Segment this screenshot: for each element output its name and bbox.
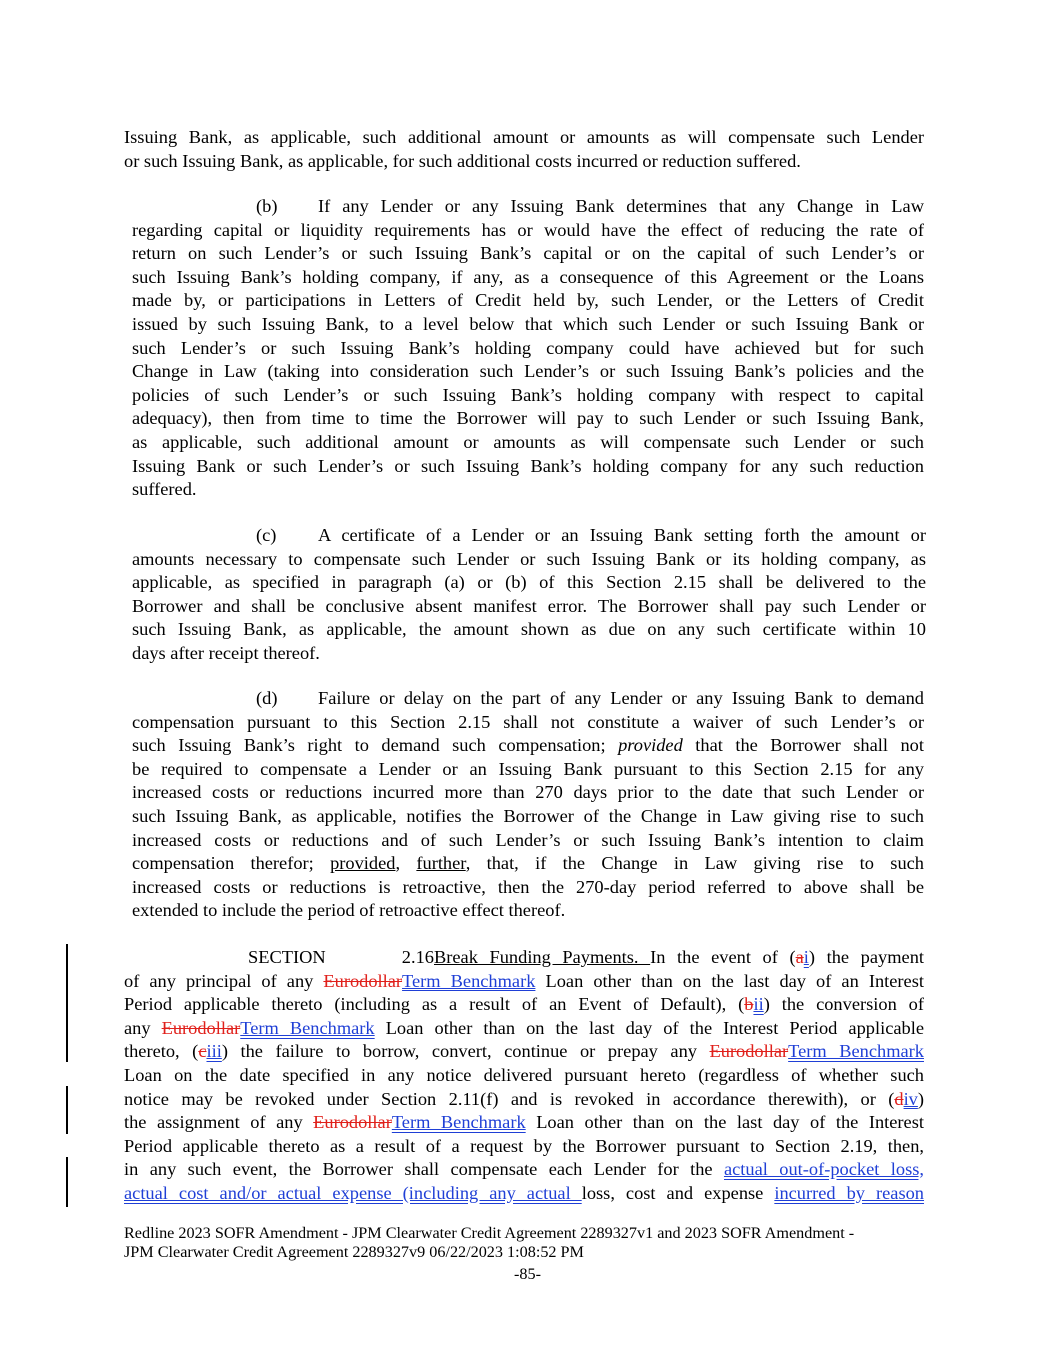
text-segment: ) the failure to borrow, convert, continue or prepay any bbox=[221, 1041, 710, 1062]
text-line: applicable, as specified in paragraph (a) or (b) of this Section 2.15 shall be delivered to the bbox=[132, 572, 926, 593]
text-line: amounts necessary to compensate such Lender or such Issuing Bank or its holding company, as bbox=[132, 548, 926, 569]
text-segment: loss, cost and expense bbox=[581, 1182, 775, 1203]
deleted-text: d bbox=[894, 1088, 904, 1109]
page-number: -85- bbox=[514, 1265, 541, 1283]
text-line: A certificate of a Lender or an Issuing Bank setting forth the amount or bbox=[318, 525, 926, 545]
footer-line: JPM Clearwater Credit Agreement 2289327v9 06/22/2023 1:08:52 PM bbox=[124, 1243, 584, 1261]
section-2-16 bbox=[124, 946, 924, 1206]
change-bar bbox=[66, 1157, 68, 1207]
inserted-text: incurred by reason bbox=[774, 1182, 925, 1203]
continuation-paragraph bbox=[124, 126, 924, 173]
text-segment: In the event of ( bbox=[650, 947, 796, 967]
inserted-text: Term Benchmark bbox=[391, 1112, 526, 1133]
text-segment: ) the conversion of bbox=[763, 994, 924, 1015]
text-line: as applicable, such additional amount or amounts as will compensate such Lender or such bbox=[132, 431, 924, 452]
text-segment: of any principal of any bbox=[124, 970, 324, 991]
text-line: suffered. bbox=[132, 479, 197, 500]
deleted-text: a bbox=[795, 947, 804, 967]
section-heading: Break Funding Payments. bbox=[434, 947, 651, 967]
paragraph-label: (b) bbox=[256, 196, 278, 216]
text-line: Issuing Bank, as applicable, such additional amount or amounts as will compensate such Lender bbox=[124, 127, 924, 147]
text-line: If any Lender or any Issuing Bank determines that any Change in Law bbox=[318, 196, 924, 216]
text-line: Borrower and shall be conclusive absent manifest error. The Borrower shall pay such Lender or bbox=[132, 595, 926, 616]
change-bar bbox=[66, 1086, 68, 1134]
text-line: increased costs or reductions is retroactive, then the 270-day period referred to above shall be bbox=[132, 876, 924, 897]
paragraph-label: (c) bbox=[256, 525, 277, 545]
inserted-text: Term Benchmark bbox=[402, 970, 536, 991]
text-line: be required to compensate a Lender or an Issuing Bank pursuant to this Section 2.15 for any bbox=[132, 758, 924, 779]
text-line: issued by such Issuing Bank, to a level below that which such Lender or such Issuing Bank or bbox=[132, 313, 924, 334]
text-line: Period applicable thereto as a result of a request by the Borrower pursuant to Section 2.19, then, bbox=[124, 1135, 924, 1156]
deleted-text: Eurodollar bbox=[161, 1017, 241, 1038]
deleted-text: Eurodollar bbox=[313, 1112, 392, 1133]
deleted-text: b bbox=[744, 994, 754, 1015]
text-line: or such Issuing Bank, as applicable, for such additional costs incurred or reduction suffered. bbox=[124, 150, 801, 171]
text-segment: Loan other than on the last day of an Interest bbox=[535, 970, 924, 991]
inserted-text: actual cost and/or actual expense (including any actual bbox=[124, 1182, 582, 1203]
text-line: Issuing Bank or such Lender’s or such Issuing Bank’s holding company for any such reduction bbox=[132, 455, 924, 476]
deleted-text: Eurodollar bbox=[709, 1041, 789, 1062]
text-segment: , bbox=[395, 853, 417, 874]
text-line: such Issuing Bank’s holding company, if any, as a consequence of this Agreement or the Loans bbox=[132, 266, 924, 287]
text-segment: in any such event, the Borrower shall compensate each Lender for the bbox=[124, 1159, 724, 1180]
text-line: such Lender’s or such Issuing Bank’s holding company could have achieved but for such bbox=[132, 337, 924, 358]
text-line: such Issuing Bank, as applicable, notifies the Borrower of the Change in Law giving rise to such bbox=[132, 805, 924, 826]
inserted-text: ii bbox=[753, 994, 764, 1015]
text-segment: notice may be revoked under Section 2.11(f) and is revoked in accordance therewith), or ( bbox=[124, 1088, 895, 1109]
paragraph-label: (d) bbox=[256, 688, 278, 708]
provided-term: provided bbox=[618, 735, 683, 756]
text-segment: any bbox=[124, 1017, 162, 1038]
text-line: made by, or participations in Letters of Credit held by, such Lender, or the Letters of Credit bbox=[132, 290, 924, 311]
text-segment: Loan other than on the last day of the Interest bbox=[525, 1112, 924, 1133]
provided-term: provided bbox=[330, 853, 396, 874]
text-line: such Issuing Bank, as applicable, the amount shown as due on any such certificate within 10 bbox=[132, 619, 926, 640]
text-line: regarding capital or liquidity requirements has or would have the effect of reducing the rate of bbox=[132, 219, 924, 240]
text-segment: ) the payment bbox=[808, 947, 924, 967]
text-segment: , that, if the Change in Law giving rise to such bbox=[465, 853, 924, 874]
text-line: return on such Lender’s or such Issuing Bank’s capital or on the capital of such Lender’s or bbox=[132, 243, 924, 264]
further-term: further bbox=[416, 853, 466, 874]
text-line: increased costs or reductions incurred more than 270 days prior to the date that such Lender or bbox=[132, 782, 924, 803]
text-segment: ) bbox=[917, 1088, 924, 1109]
text-line: policies of such Lender’s or such Issuing Bank’s holding company with respect to capital bbox=[132, 384, 924, 405]
footer-line: Redline 2023 SOFR Amendment - JPM Clearwater Credit Agreement 2289327v1 and 2023 SOFR Amendment - bbox=[124, 1224, 855, 1242]
text-line: Loan on the date specified in any notice delivered pursuant hereto (regardless of whether such bbox=[124, 1064, 924, 1085]
text-segment: such Issuing Bank’s right to demand such compensation; bbox=[132, 735, 619, 756]
inserted-text: iii bbox=[206, 1041, 222, 1062]
text-segment: thereto, ( bbox=[124, 1041, 199, 1062]
document-footer bbox=[124, 1224, 854, 1262]
paragraph-c bbox=[132, 524, 926, 666]
paragraph-d bbox=[132, 687, 924, 923]
text-segment: Period applicable thereto (including as a result of an Event of Default), ( bbox=[124, 994, 745, 1015]
paragraph-b bbox=[132, 195, 924, 502]
text-line: days after receipt thereof. bbox=[132, 642, 320, 663]
inserted-text: actual out-of-pocket loss, bbox=[723, 1159, 924, 1180]
deleted-text: Eurodollar bbox=[323, 970, 403, 991]
change-bar bbox=[66, 944, 68, 1062]
text-line: adequacy), then from time to time the Borrower will pay to such Lender or such Issuing Bank, bbox=[132, 408, 924, 429]
inserted-text: Term Benchmark bbox=[240, 1017, 375, 1038]
text-segment: compensation therefor; bbox=[132, 853, 331, 874]
text-line: extended to include the period of retroactive effect thereof. bbox=[132, 900, 566, 921]
section-number: SECTION 2.16 bbox=[248, 947, 434, 967]
text-segment: Loan other than on the last day of the Interest Period applicable bbox=[374, 1017, 924, 1038]
text-line: compensation pursuant to this Section 2.15 shall not constitute a waiver of such Lender’s or bbox=[132, 711, 924, 732]
deleted-text: c bbox=[198, 1041, 207, 1062]
text-line: Change in Law (taking into consideration such Lender’s or such Issuing Bank’s policies and the bbox=[132, 361, 924, 382]
inserted-text: i bbox=[803, 947, 809, 967]
inserted-text: Term Benchmark bbox=[788, 1041, 924, 1062]
text-line: increased costs or reductions and of such Lender’s or such Issuing Bank’s intention to claim bbox=[132, 829, 924, 850]
text-segment: the assignment of any bbox=[124, 1112, 314, 1133]
text-segment: that the Borrower shall not bbox=[682, 735, 924, 756]
inserted-text: iv bbox=[903, 1088, 918, 1109]
text-line: Failure or delay on the part of any Lender or any Issuing Bank to demand bbox=[318, 688, 924, 708]
